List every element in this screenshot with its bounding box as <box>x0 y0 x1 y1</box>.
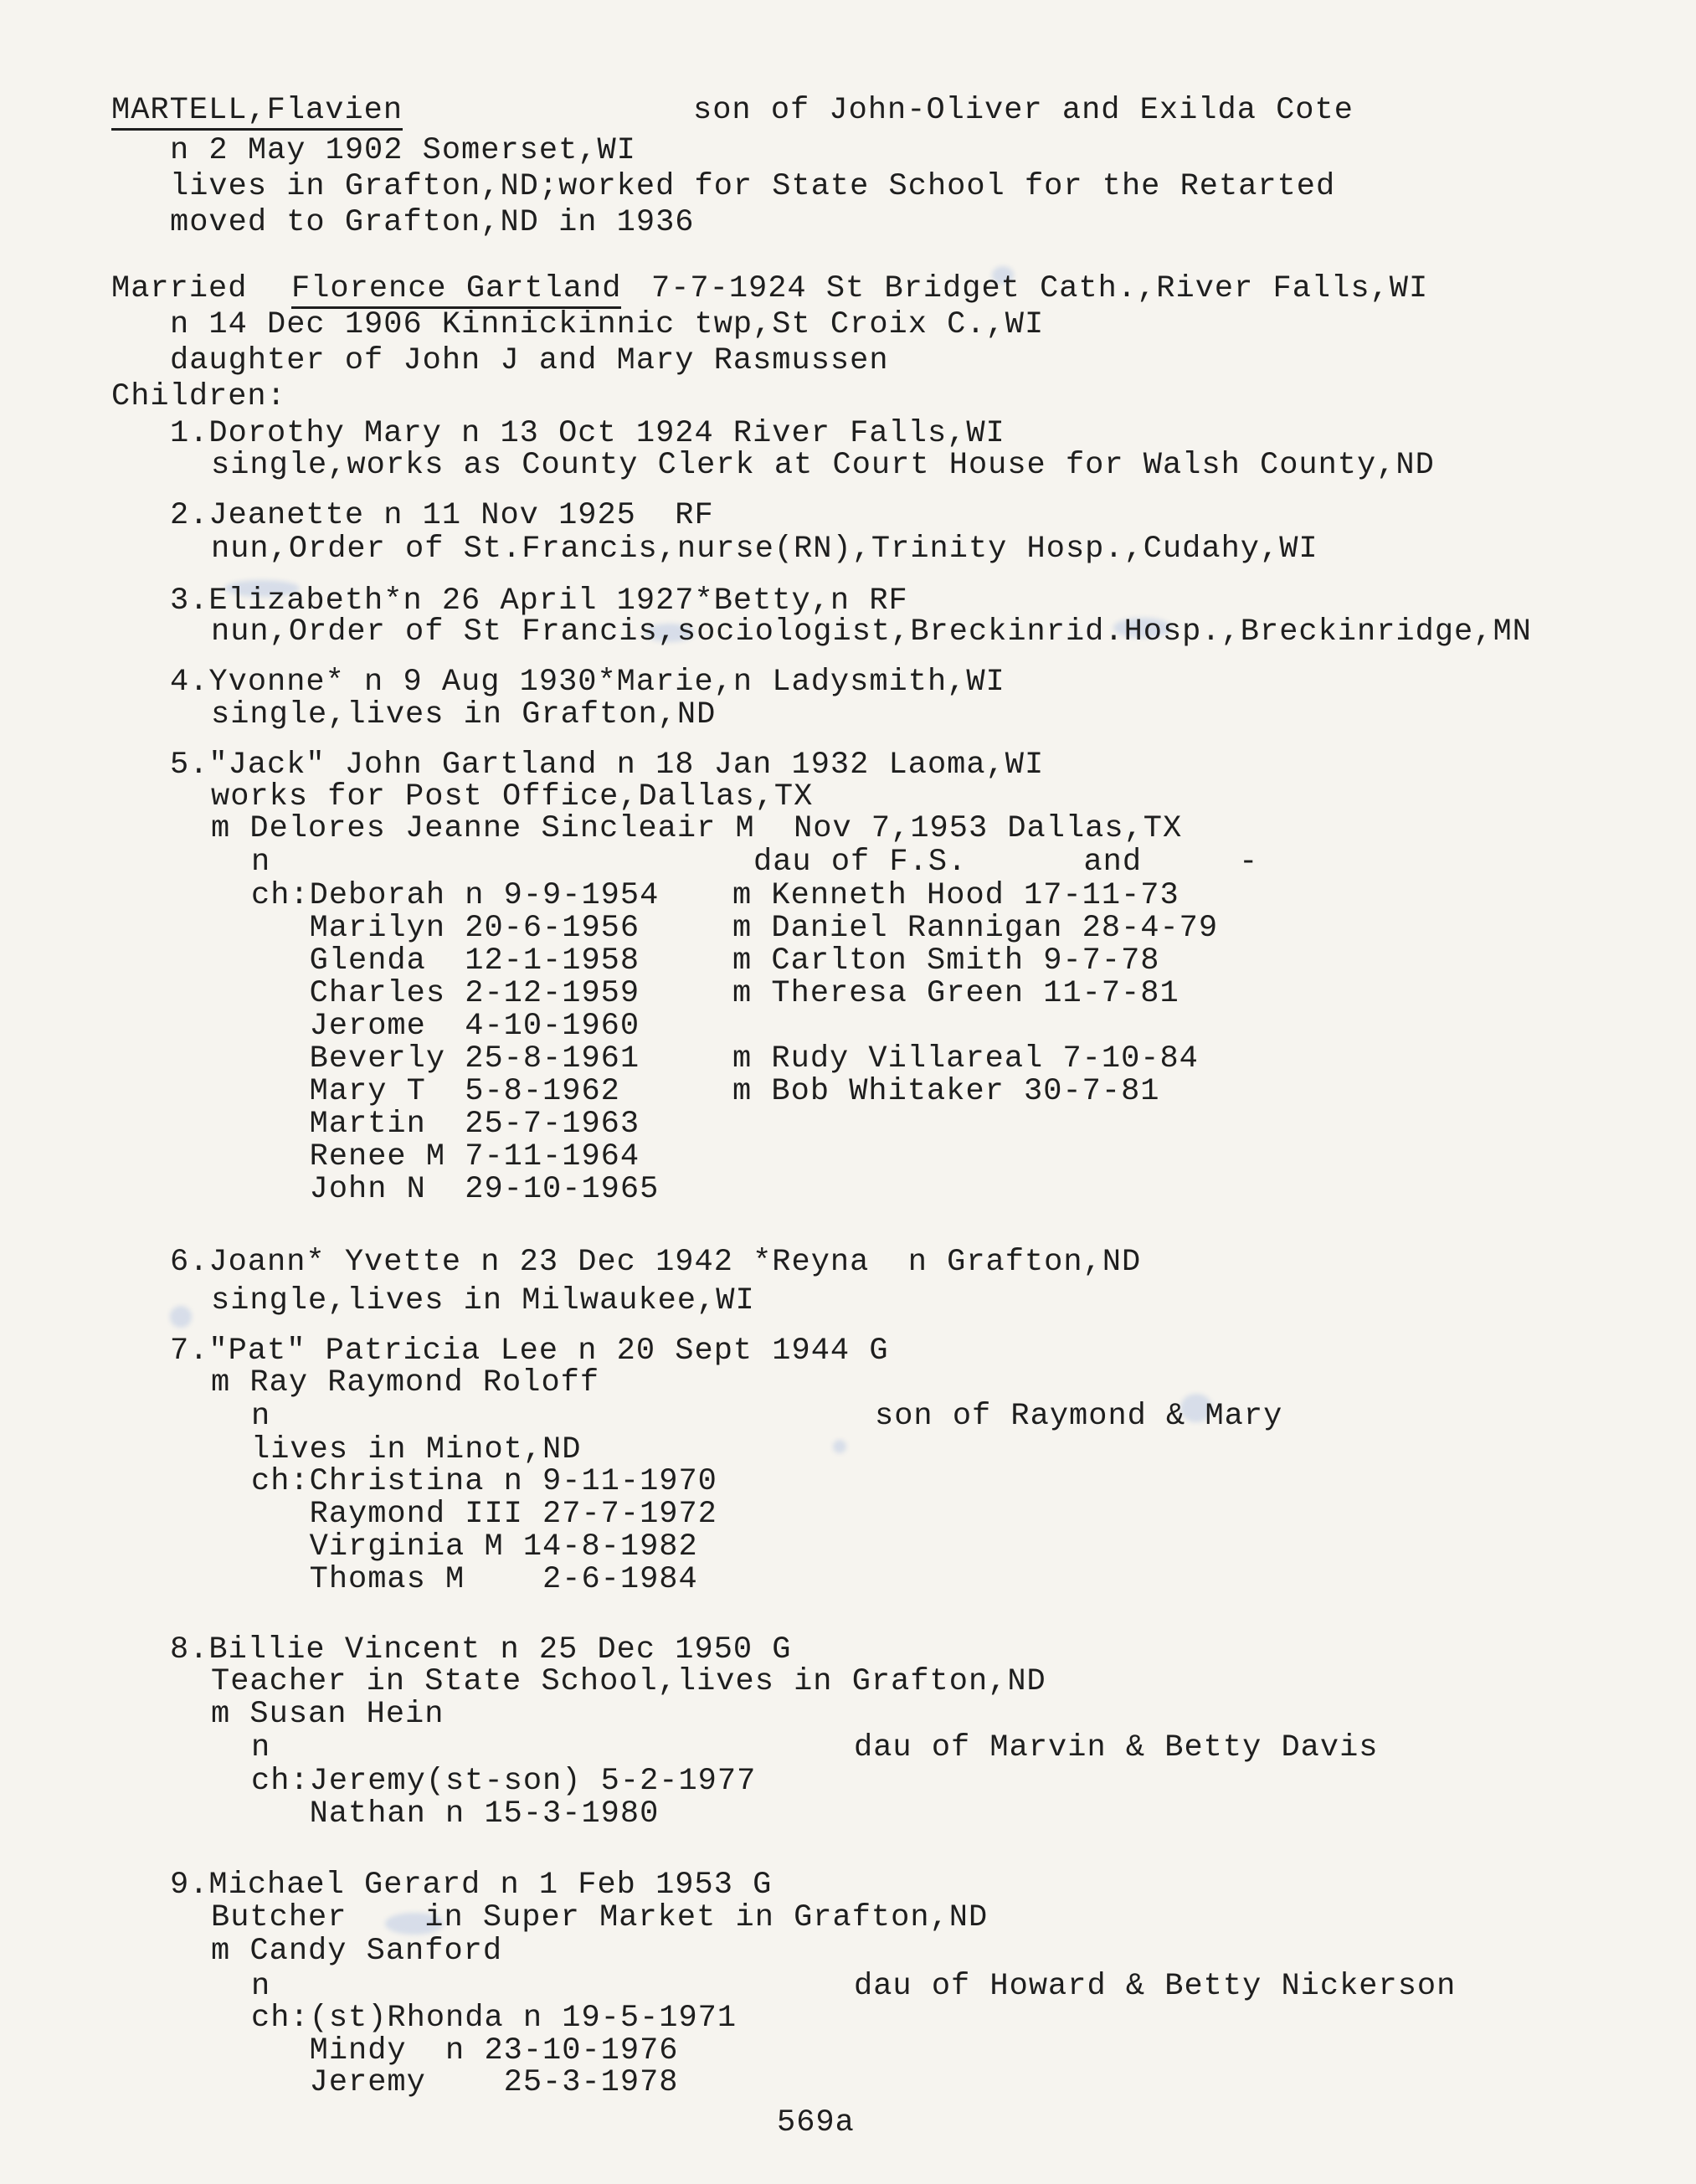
grandchild-name: Glenda 12-1-1958 <box>251 943 640 979</box>
grandchild-name: Mary T 5-8-1962 <box>251 1074 620 1109</box>
grandchild-marriage: m Kenneth Hood 17-11-73 <box>732 878 1179 913</box>
child-8-detail: Teacher in State School,lives in Grafton,ND <box>211 1664 1046 1699</box>
spouse-birth: n 14 Dec 1906 Kinnickinnic twp,St Croix C.,WI <box>170 307 1045 342</box>
subject-name: MARTELL,Flavien <box>111 95 403 131</box>
spouse-parents: daughter of John J and Mary Rasmussen <box>170 343 889 378</box>
child-1-entry: 1.Dorothy Mary n 13 Oct 1924 River Falls,WI <box>170 416 1005 451</box>
child-3-detail: nun,Order of St Francis,sociologist,Breckinrid.Hosp.,Breckinridge,MN <box>211 614 1532 650</box>
grandchild-name: Charles 2-12-1959 <box>251 976 640 1011</box>
child-9-detail: Butcher in Super Market in Grafton,ND <box>211 1900 989 1935</box>
child-9-spouse: m Candy Sanford <box>211 1934 503 1969</box>
child-7-residence: lives in Minot,ND <box>251 1432 582 1467</box>
grandchild-name: Jerome 4-10-1960 <box>251 1009 640 1044</box>
child-7-spouse-parents: son of Raymond & Mary <box>875 1399 1283 1434</box>
child-2-detail: nun,Order of St.Francis,nurse(RN),Trinity Hosp.,Cudahy,WI <box>211 532 1318 567</box>
page-number: 569a <box>777 2105 855 2140</box>
grandchild-entry: ch:(st)Rhonda n 19-5-1971 <box>251 2001 738 2036</box>
child-7-entry: 7."Pat" Patricia Lee n 20 Sept 1944 G <box>170 1334 889 1369</box>
grandchild-entry: Raymond III 27-7-1972 <box>251 1497 717 1532</box>
grandchild-marriage: m Theresa Green 11-7-81 <box>732 976 1179 1011</box>
child-5-entry: 5."Jack" John Gartland n 18 Jan 1932 Laoma,WI <box>170 748 1045 783</box>
subject-moved: moved to Grafton,ND in 1936 <box>170 205 695 240</box>
grandchild-entry: Virginia M 14-8-1982 <box>251 1529 698 1565</box>
child-7-spouse: m Ray Raymond Roloff <box>211 1365 600 1400</box>
grandchild-entry: Nathan n 15-3-1980 <box>251 1796 660 1832</box>
grandchild-marriage: m Rudy Villareal 7-10-84 <box>732 1041 1199 1077</box>
grandchild-entry: Thomas M 2-6-1984 <box>251 1562 698 1597</box>
grandchild-marriage: m Bob Whitaker 30-7-81 <box>732 1074 1160 1109</box>
grandchild-marriage: m Daniel Rannigan 28-4-79 <box>732 911 1219 946</box>
child-9-spouse-birth: n <box>251 1969 271 2004</box>
marriage-details: 7-7-1924 St Bridget Cath.,River Falls,WI <box>651 271 1429 306</box>
child-8-spouse: m Susan Hein <box>211 1697 445 1732</box>
subject-parents: son of John-Oliver and Exilda Cote <box>693 93 1354 128</box>
grandchild-entry: Jeremy 25-3-1978 <box>251 2065 679 2100</box>
child-6-detail: single,lives in Milwaukee,WI <box>211 1283 755 1318</box>
child-9-spouse-parents: dau of Howard & Betty Nickerson <box>854 1969 1457 2004</box>
ink-smudge <box>833 1440 846 1453</box>
subject-birth: n 2 May 1902 Somerset,WI <box>170 133 636 168</box>
spouse-name: Florence Gartland <box>291 274 621 309</box>
grandchild-entry: ch:Jeremy(st-son) 5-2-1977 <box>251 1764 757 1799</box>
child-9-entry: 9.Michael Gerard n 1 Feb 1953 G <box>170 1868 773 1903</box>
child-5-spouse-parents: dau of F.S. and - <box>753 845 1259 880</box>
child-7-spouse-birth: n <box>251 1399 271 1434</box>
grandchild-name: Renee M 7-11-1964 <box>251 1139 640 1174</box>
grandchild-name: Beverly 25-8-1961 <box>251 1041 640 1077</box>
child-4-entry: 4.Yvonne* n 9 Aug 1930*Marie,n Ladysmith,WI <box>170 665 1005 700</box>
grandchild-name: Martin 25-7-1963 <box>251 1107 640 1142</box>
child-8-entry: 8.Billie Vincent n 25 Dec 1950 G <box>170 1632 792 1668</box>
child-1-detail: single,works as County Clerk at Court House for Walsh County,ND <box>211 448 1435 483</box>
child-5-spouse-birth: n <box>251 845 271 880</box>
child-5-detail: works for Post Office,Dallas,TX <box>211 779 814 815</box>
grandchild-entry: ch:Christina n 9-11-1970 <box>251 1464 717 1499</box>
grandchild-entry: Mindy n 23-10-1976 <box>251 2033 679 2068</box>
child-5-spouse: m Delores Jeanne Sincleair M Nov 7,1953 Dallas,TX <box>211 811 1183 846</box>
child-2-entry: 2.Jeanette n 11 Nov 1925 RF <box>170 498 714 533</box>
grandchild-name: ch:Deborah n 9-9-1954 <box>251 878 660 913</box>
child-8-spouse-parents: dau of Marvin & Betty Davis <box>854 1730 1379 1765</box>
child-8-spouse-birth: n <box>251 1730 271 1765</box>
grandchild-marriage: m Carlton Smith 9-7-78 <box>732 943 1160 979</box>
grandchild-name: John N 29-10-1965 <box>251 1172 660 1207</box>
ink-smudge <box>170 1306 192 1328</box>
subject-residence: lives in Grafton,ND;worked for State School for the Retarted <box>170 169 1336 204</box>
child-4-detail: single,lives in Grafton,ND <box>211 697 717 732</box>
grandchild-name: Marilyn 20-6-1956 <box>251 911 640 946</box>
married-label: Married <box>111 271 248 306</box>
children-heading: Children: <box>111 379 286 414</box>
child-3-entry: 3.Elizabeth*n 26 April 1927*Betty,n RF <box>170 583 908 619</box>
child-6-entry: 6.Joann* Yvette n 23 Dec 1942 *Reyna n Grafton,ND <box>170 1245 1142 1280</box>
